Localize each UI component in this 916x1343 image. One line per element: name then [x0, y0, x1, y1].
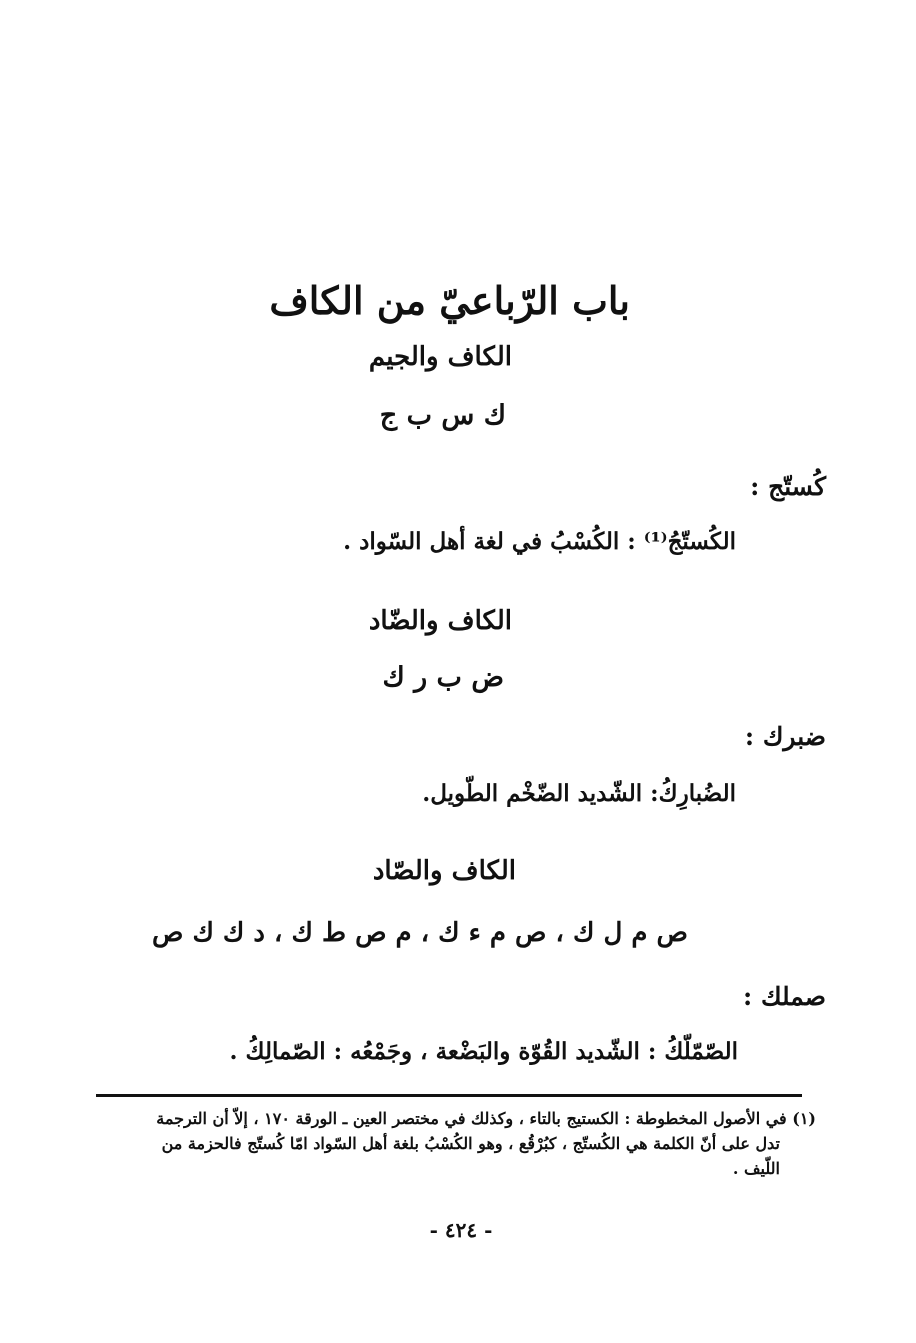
chapter-title: باب الرّباعيّ من الكاف — [269, 278, 630, 323]
definition-kustij: الكُستّجُ⁽¹⁾ : الكُسْبُ في لغة أهل السّواد . — [343, 528, 736, 555]
entry-word-kustij: كُستّج : — [750, 472, 826, 501]
definition-dabrak: الضُبارِكُ: الشّديد الضّخْم الطّويل. — [422, 780, 736, 807]
section-heading-kaf-jim: الكاف والجيم — [368, 342, 512, 372]
section-heading-kaf-sad: الكاف والصّاد — [372, 856, 516, 886]
root-letters-kaf-sad: ص م ل ك ، ص م ء ك ، م ص ط ك ، د ك ك ص — [151, 918, 688, 948]
definition-samlak: الصّمّلّكُ : الشّديد القُوّة والبَضْعة ، وجَمْعُه : الصّمالِكُ . — [229, 1038, 738, 1065]
footnote — [96, 1106, 816, 1181]
footnote-line-1: (١) في الأصول المخطوطة : الكستيج بالتاء ، وكذلك في مختصر العين ـ الورقة ١٧٠ ، إلاّ أن الترجمة — [156, 1109, 816, 1128]
footnote-divider — [96, 1094, 802, 1097]
footnote-line-3: اللّيف . — [732, 1159, 780, 1178]
entry-word-samlak: صملك : — [743, 982, 826, 1011]
footnote-line-2: تدل على أنّ الكلمة هي الكُستّج ، كبُرْقُع ، وهو الكُسْبُ بلغة أهل السّواد امّا كُستّج فالحزمة من — [161, 1134, 780, 1153]
root-letters-kaf-dad: ض ب ر ك — [382, 662, 504, 693]
section-heading-kaf-dad: الكاف والضّاد — [368, 606, 512, 636]
page-number: - ٤٢٤ - — [429, 1218, 493, 1242]
root-letters-kaf-jim: ك س ب ج — [379, 400, 506, 431]
entry-word-dabrak: ضبرك : — [744, 722, 826, 751]
